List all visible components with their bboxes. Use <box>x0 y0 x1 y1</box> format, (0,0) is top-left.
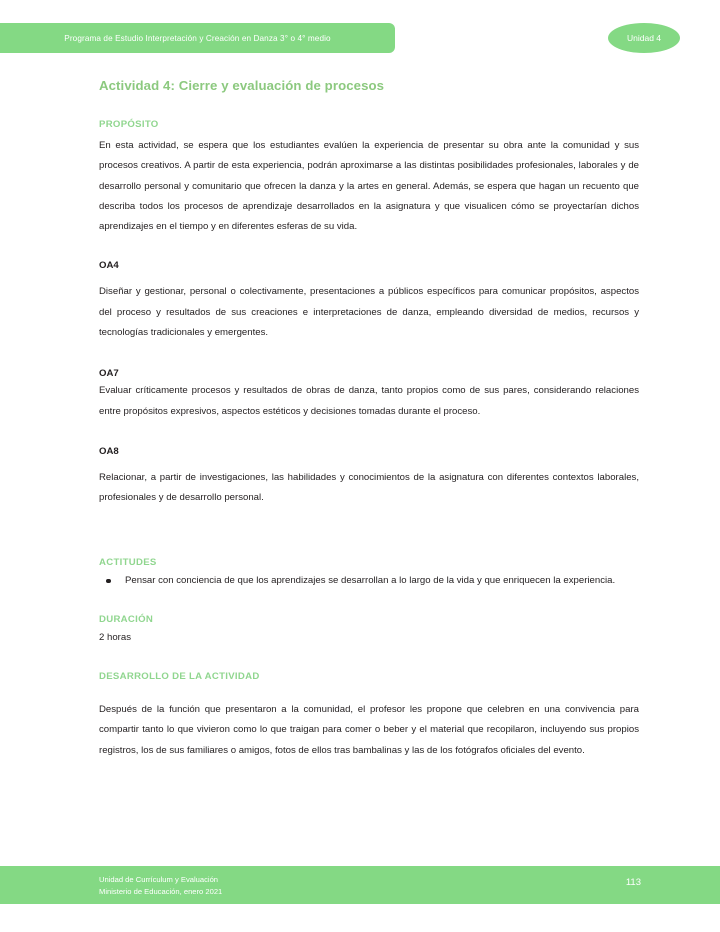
oa4-heading: OA4 <box>99 260 119 272</box>
page-number: 113 <box>625 877 641 888</box>
section-heading-desarrollo: DESARROLLO DE LA ACTIVIDAD <box>99 671 260 683</box>
oa7-heading: OA7 <box>99 368 119 380</box>
section-duracion <box>99 614 639 648</box>
actitudes-list <box>99 571 639 591</box>
section-actitudes <box>99 557 639 591</box>
section-oa4 <box>99 260 639 343</box>
page-footer <box>0 866 720 904</box>
section-heading-proposito: PROPÓSITO <box>99 119 159 130</box>
header-banner <box>0 23 395 53</box>
footer-credit-line1: Unidad de Currículum y Evaluación <box>99 875 219 884</box>
page-content <box>99 78 639 761</box>
duracion-value: 2 horas <box>99 631 131 643</box>
oa8-heading: OA8 <box>99 445 119 457</box>
page-title: Actividad 4: Cierre y evaluación de procesos <box>99 78 385 93</box>
section-heading-duracion: DURACIÓN <box>99 613 154 625</box>
unit-badge-label: Unidad 4 <box>626 33 662 43</box>
list-item: Pensar con conciencia de que los aprendizajes se desarrollan a lo largo de la vida y que enriquecen la experiencia. <box>99 571 639 591</box>
proposito-text: En esta actividad, se espera que los estudiantes evalúen la experiencia de presentar su obra ante la comunidad y sus procesos creativos. A partir de esta experiencia, podrán aproximarse a las distintas posibilidades profesionales, laborales y de desarrollo personal y comunitario que ofrecen la danza y la artes en general. Además, se espera que hagan un recuento que describa todos los procesos de aprendizaje desarrollados en la asignatura y que visualicen cómo se proyectarían dichos aprendizajes en el tiempo y en diferentes esferas de su vida. <box>99 140 639 233</box>
section-oa7 <box>99 368 639 422</box>
page-header <box>0 23 720 53</box>
section-heading-actitudes: ACTITUDES <box>99 556 157 568</box>
header-banner-label: Programa de Estudio Interpretación y Creación en Danza 3° o 4° medio <box>64 33 331 43</box>
section-proposito <box>99 119 639 237</box>
unit-badge <box>608 23 680 53</box>
footer-credit-line2: Ministerio de Educación, enero 2021 <box>99 886 223 896</box>
desarrollo-text: Después de la función que presentaron a la comunidad, el profesor les propone que celebren en una convivencia para compartir tanto lo que vivieron como lo que traigan para comer o beber y el material que recopilaron, incluyendo sus propios registros, los de sus familiares o amigos, fotos de ellos tras bambalinas y las de los fotógrafos oficiales del evento. <box>99 704 639 756</box>
oa8-text: Relacionar, a partir de investigaciones, las habilidades y conocimientos de la asignatura con diferentes contextos laborales, profesionales y de desarrollo personal. <box>99 471 639 504</box>
footer-credit <box>99 874 222 897</box>
section-oa8 <box>99 446 639 509</box>
section-desarrollo <box>99 671 639 761</box>
oa7-text: Evaluar críticamente procesos y resultados de obras de danza, tanto propios como de sus pares, considerando relaciones entre propósitos expresivos, aspectos estéticos y decisiones tomadas durante el proceso. <box>99 385 639 417</box>
oa4-text: Diseñar y gestionar, personal o colectivamente, presentaciones a públicos específicos para comunicar propósitos, aspectos del proceso y resultados de sus creaciones e interpretaciones de danza, empleando diversidad de medios, recursos y tecnologías tradicionales y emergentes. <box>99 286 639 339</box>
